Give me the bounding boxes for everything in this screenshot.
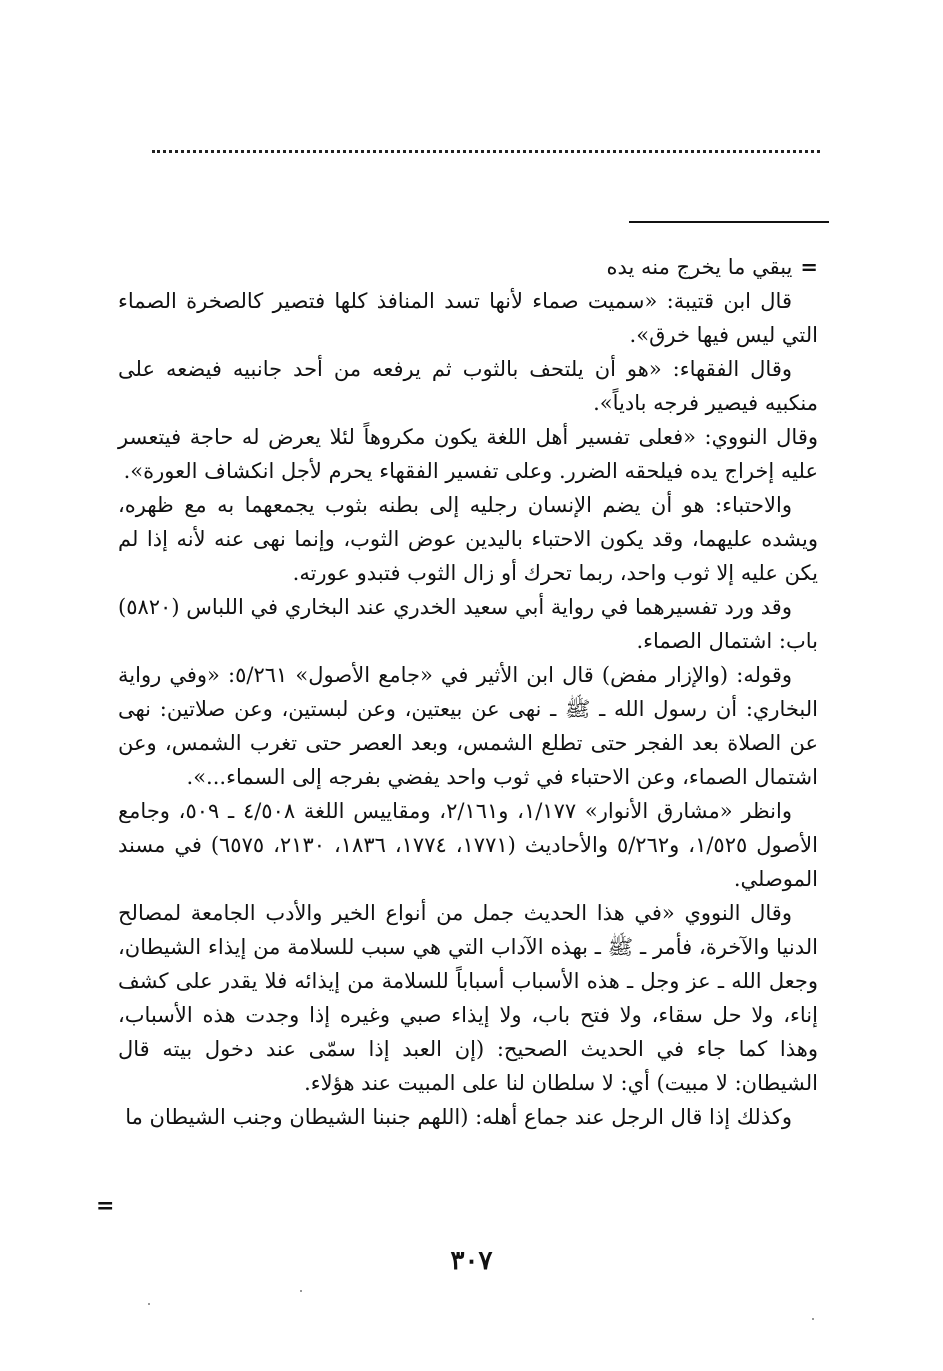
paragraph-last: وكذلك إذا قال الرجل عند جماع أهله: (اللهم جنبنا الشيطان وجنب الشيطان ما — [125, 1105, 792, 1129]
paragraph-text: يبقي ما يخرج منه يده — [606, 255, 793, 279]
paragraph-references: وانظر «مشارق الأنوار» ١/١٧٧، و٢/١٦١، ومقاييس اللغة ٤/٥٠٨ ـ ٥٠٩، وجامع الأصول ١/٥٢٥، و٥/٢٦٢ والأحاديث (١٧٧١، ١٧٧٤، ١٨٣٦، ٢١٣٠، ٦٥٧٥) في مسند الموصلي. — [118, 799, 818, 891]
paragraph-ihtiba: والاحتباء: هو أن يضم الإنسان رجليه إلى بطنه بثوب يجمعهما به مع ظهره، ويشده عليهما، وقد يكون الاحتباء باليدين عوض الثوب، وإنما نهى عنه لأنه إذا لم يكن عليه إلا ثوب واحد، ربما تحرك أو زال الثوب فتبدو عورته. — [118, 493, 818, 585]
continuation-marker: = — [800, 254, 818, 279]
scan-speck — [812, 1318, 814, 1320]
paragraph-izar: وقوله: (والإزار مفض) قال ابن الأثير في «جامع الأصول» ٥/٢٦١: «وفي رواية البخاري: أن رسول الله ـ ﷺ ـ نهى عن بيعتين، وعن لبستين، وعن صلاتين: نهى عن الصلاة بعد الفجر حتى تطلع الشمس، وبعد العصر حتى تغرب الشمس، وعن اشتمال الصماء، وعن الاحتباء في ثوب واحد يفضي بفرجه إلى السماء...». — [118, 663, 818, 789]
paragraph-fuqaha: وقال الفقهاء: «هو أن يلتحف بالثوب ثم يرفعه من أحد جانبيه فيضعه على منكبيه فيصير فرجه بادياً». — [118, 357, 818, 415]
paragraph-ibn-qutayba: قال ابن قتيبة: «سميت صماء لأنها تسد المنافذ كلها فتصير كالصخرة الصماء التي ليس فيها خرق». — [118, 289, 818, 347]
page-number: ٣٠٧ — [450, 1246, 493, 1276]
dotted-separator — [152, 150, 820, 157]
footnote-body — [118, 250, 818, 1134]
end-continuation-marker: = — [96, 1193, 115, 1219]
scan-speck — [148, 1303, 150, 1305]
paragraph-nawawi-1: وقال النووي: «فعلى تفسير أهل اللغة يكون مكروهاً لئلا يعرض له حاجة فيتعسر عليه إخراج يده فيلحقه الضرر. وعلى تفسير الفقهاء يحرم لأجل انكشاف العورة». — [118, 425, 818, 483]
paragraph-tafsir: وقد ورد تفسيرهما في رواية أبي سعيد الخدري عند البخاري في اللباس (٥٨٢٠) باب: اشتمال الصماء. — [118, 595, 818, 653]
paragraph-nawawi-2: وقال النووي «في هذا الحديث جمل من أنواع الخير والأدب الجامعة لمصالح الدنيا والآخرة، فأمر ـ ﷺ ـ بهذه الآداب التي هي سبب للسلامة من إيذاء الشيطان، وجعل الله ـ عز وجل ـ هذه الأسباب أسباباً للسلامة من إيذائه فلا يقدر على كشف إناء، ولا حل سقاء، ولا فتح باب، ولا إيذاء صبي وغيره إذا وجدت هذه الأسباب، وهذا كما جاء في الحديث الصحيح: (إن العبد إذا سمّى عند دخول بيته قال الشيطان: لا مبيت) أي: لا سلطان لنا على المبيت عند هؤلاء. — [118, 901, 818, 1095]
scan-speck — [300, 1290, 302, 1292]
paragraph-continuation — [118, 250, 818, 284]
footnote-rule — [629, 221, 829, 223]
